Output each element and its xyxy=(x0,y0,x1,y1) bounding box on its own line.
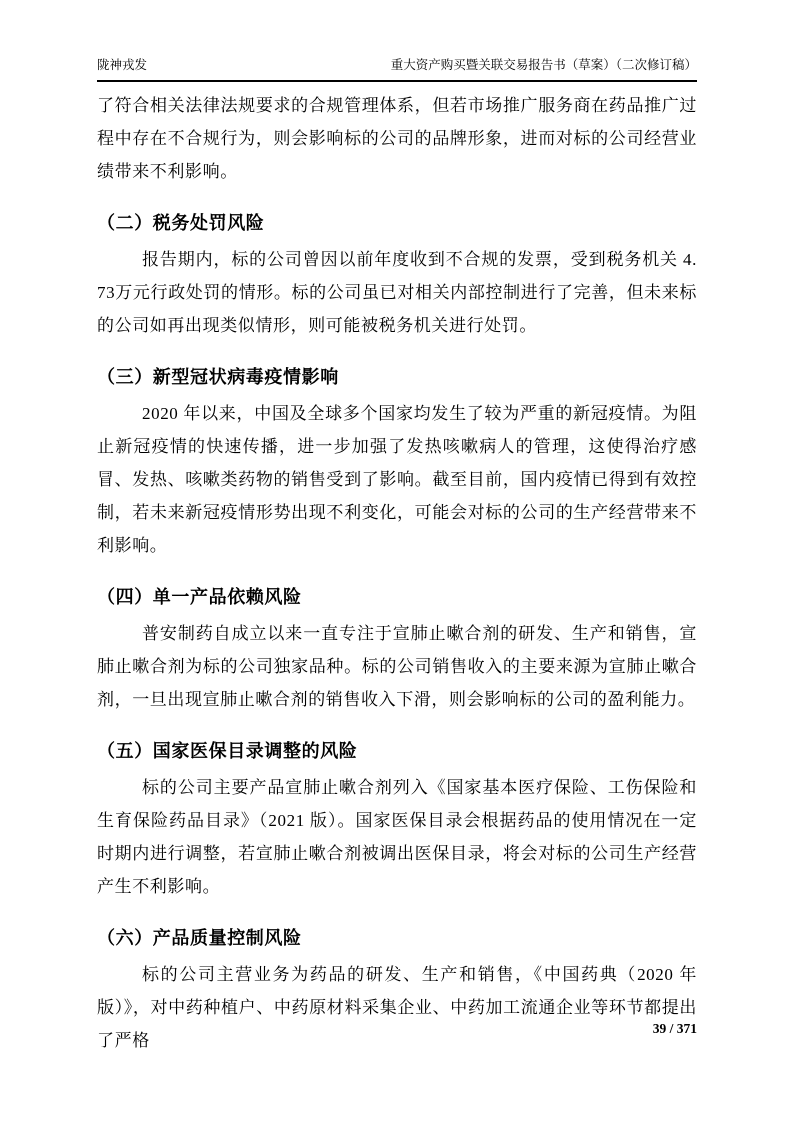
section-paragraph: 普安制药自成立以来一直专注于宣肺止嗽合剂的研发、生产和销售，宣肺止嗽合剂为标的公司独家品种。标的公司销售收入的主要来源为宣肺止嗽合剂，一旦出现宣肺止嗽合剂的销售收入下滑，则会影响标的公司的盈利能力。 xyxy=(97,624,697,709)
section-heading-medical-insurance-catalog-risk: （五）国家医保目录调整的风险 xyxy=(97,741,358,761)
page-number: 39 / 371 xyxy=(652,1021,697,1036)
continuation-paragraph: 了符合相关法律法规要求的合规管理体系，但若市场推广服务商在药品推广过程中存在不合规行为，则会影响标的公司的品牌形象，进而对标的公司经营业绩带来不利影响。 xyxy=(97,96,697,181)
header-company-name: 陇神戎发 xyxy=(97,58,148,72)
page-header xyxy=(97,57,697,82)
section-heading-tax-penalty-risk: （二）税务处罚风险 xyxy=(97,213,265,233)
page-footer xyxy=(653,1021,697,1037)
section-paragraph: 标的公司主营业务为药品的研发、生产和销售，《中国药典（2020 年版）》，对中药种植户、中药原材料采集企业、中药加工流通企业等环节都提出了严格 xyxy=(97,965,697,1050)
header-report-title: 重大资产购买暨关联交易报告书（草案）（二次修订稿） xyxy=(390,58,697,72)
section-heading-product-quality-risk: （六）产品质量控制风险 xyxy=(97,928,302,948)
section-heading-covid-impact: （三）新型冠状病毒疫情影响 xyxy=(97,367,339,387)
document-body xyxy=(97,89,697,1057)
section-paragraph: 标的公司主要产品宣肺止嗽合剂列入《国家基本医疗保险、工伤保险和生育保险药品目录》（2021 版）。国家医保目录会根据药品的使用情况在一定时期内进行调整，若宣肺止嗽合剂被调出医保目录，将会对标的公司生产经营产生不利影响。 xyxy=(97,778,697,896)
section-paragraph: 2020 年以来，中国及全球多个国家均发生了较为严重的新冠疫情。为阻止新冠疫情的快速传播，进一步加强了发热咳嗽病人的管理，这使得治疗感冒、发热、咳嗽类药物的销售受到了影响。截至目前，国内疫情已得到有效控制，若未来新冠疫情形势出现不利变化，可能会对标的公司的生产经营带来不利影响。 xyxy=(97,404,697,555)
section-paragraph: 报告期内，标的公司曾因以前年度收到不合规的发票，受到税务机关 4.73万元行政处罚的情形。标的公司虽已对相关内部控制进行了完善，但未来标的公司如再出现类似情形，则可能被税务机关进行处罚。 xyxy=(97,250,697,335)
section-heading-single-product-risk: （四）单一产品依赖风险 xyxy=(97,587,302,607)
